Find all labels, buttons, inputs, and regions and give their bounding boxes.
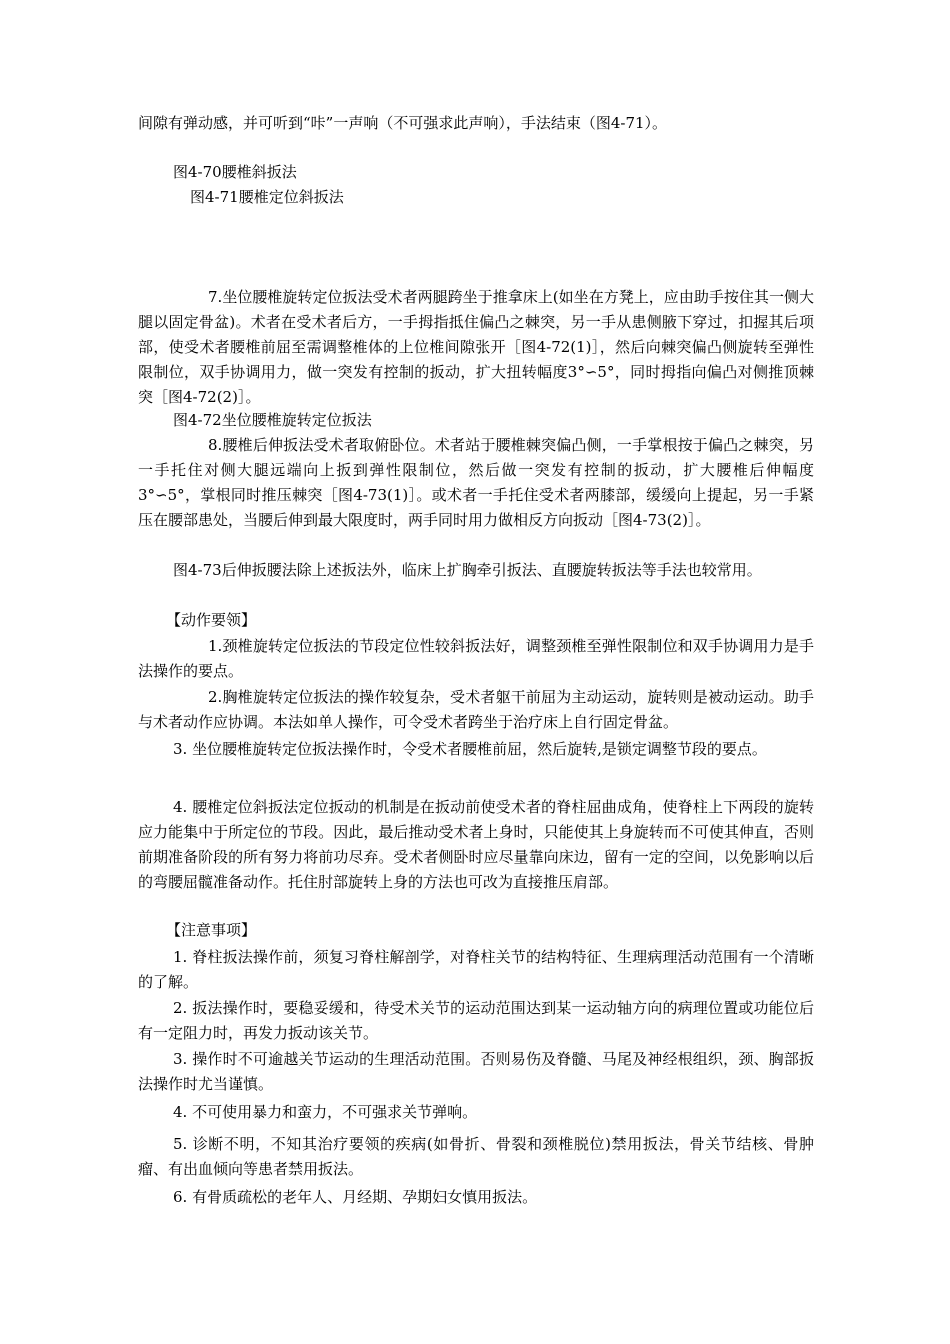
note-2: 2. 扳法操作时，要稳妥缓和，待受术关节的运动范围达到某一运动轴方向的病理位置或功能位后有一定阻力时，再发力扳动该关节。 bbox=[138, 999, 814, 1042]
paragraph-7 bbox=[138, 285, 814, 410]
paragraph-8-text: 腰椎后伸扳法受术者取俯卧位。术者站于腰椎棘突偏凸侧，一手掌根按于偏凸之棘突，另一手托住对侧大腿远端向上扳到弹性限制位，然后做一突发有控制的扳动，扩大腰椎后伸幅度3°∽5°，掌根同时推压棘突［图4-73(1)］。或术者一手托住受术者两膝部，缓缓向上提起，另一手紧压在腰部患处，当腰后伸到最大限度时，两手同时用力做相反方向扳动［图4-73(2)］。 bbox=[138, 436, 814, 529]
section-heading-notes: 【注意事项】 bbox=[166, 921, 257, 939]
note-1: 1. 脊柱扳法操作前，须复习脊柱解剖学，对脊柱关节的结构特征、生理病理活动范围有一个清晰的了解。 bbox=[138, 948, 814, 991]
key-point-2-text: 胸椎旋转定位扳法的操作较复杂，受术者躯干前屈为主动运动，旋转则是被动运动。助手与术者动作应协调。本法如单人操作，可令受术者跨坐于治疗床上自行固定骨盆。 bbox=[138, 688, 814, 731]
note-5: 5. 诊断不明，不知其治疗要领的疾病(如骨折、骨裂和颈椎脱位)禁用扳法，骨关节结核、骨肿瘤、有出血倾向等患者禁用扳法。 bbox=[138, 1135, 814, 1178]
figure-caption-4-72: 图4-72坐位腰椎旋转定位扳法 bbox=[173, 411, 372, 429]
figure-caption-4-70: 图4-70腰椎斜扳法 bbox=[173, 163, 297, 181]
key-point-2-number: 2. bbox=[208, 688, 223, 706]
paragraph-8-number: 8. bbox=[208, 436, 223, 454]
figure-caption-4-73-text: 图4-73后伸扳腰法除上述扳法外，临床上扩胸牵引扳法、直腰旋转扳法等手法也较常用。 bbox=[173, 561, 762, 579]
note-4: 4. 不可使用暴力和蛮力，不可强求关节弹响。 bbox=[173, 1103, 478, 1121]
paragraph-7-text: 坐位腰椎旋转定位扳法受术者两腿跨坐于推拿床上(如坐在方凳上，应由助手按住其一侧大腿以固定骨盆)。术者在受术者后方，一手拇指抵住偏凸之棘突，另一手从患侧腋下穿过，扣握其后项部，使受术者腰椎前屈至需调整椎体的上位椎间隙张开［图4-72(1)］，然后向棘突偏凸侧旋转至弹性限制位，双手协调用力，做一突发有控制的扳动，扩大扭转幅度3°∽5°，同时拇指向偏凸对侧推顶棘突［图4-72(2)］。 bbox=[138, 288, 814, 406]
key-point-1 bbox=[138, 634, 814, 684]
section-heading-key-points: 【动作要领】 bbox=[166, 611, 257, 629]
note-3: 3. 操作时不可逾越关节运动的生理活动范围。否则易伤及脊髓、马尾及神经根组织，颈、胸部扳法操作时尤当谨慎。 bbox=[138, 1050, 814, 1093]
key-point-1-text: 颈椎旋转定位扳法的节段定位性较斜扳法好，调整颈椎至弹性限制位和双手协调用力是手法操作的要点。 bbox=[138, 637, 814, 680]
key-point-3: 3. 坐位腰椎旋转定位扳法操作时，令受术者腰椎前屈，然后旋转,是锁定调整节段的要点。 bbox=[173, 740, 767, 758]
key-point-2 bbox=[138, 685, 814, 735]
key-point-4: 4. 腰椎定位斜扳法定位扳动的机制是在扳动前使受术者的脊柱屈曲成角，使脊柱上下两段的旋转应力能集中于所定位的节段。因此，最后推动受术者上身时，只能使其上身旋转而不可使其伸直，否则前期准备阶段的所有努力将前功尽弃。受术者侧卧时应尽量靠向床边，留有一定的空间，以免影响以后的弯腰屈髋准备动作。托住肘部旋转上身的方法也可改为直接推压肩部。 bbox=[138, 798, 814, 891]
key-point-1-number: 1. bbox=[208, 637, 223, 655]
paragraph-8 bbox=[138, 433, 814, 533]
continuation-line: 间隙有弹动感，并可听到“咔”一声响（不可强求此声响），手法结束（图4-71）。 bbox=[138, 114, 668, 132]
figure-caption-4-71: 图4-71腰椎定位斜扳法 bbox=[190, 188, 344, 206]
note-6: 6. 有骨质疏松的老年人、月经期、孕期妇女慎用扳法。 bbox=[173, 1188, 538, 1206]
figure-caption-4-73 bbox=[173, 558, 814, 583]
paragraph-7-number: 7. bbox=[208, 288, 223, 306]
